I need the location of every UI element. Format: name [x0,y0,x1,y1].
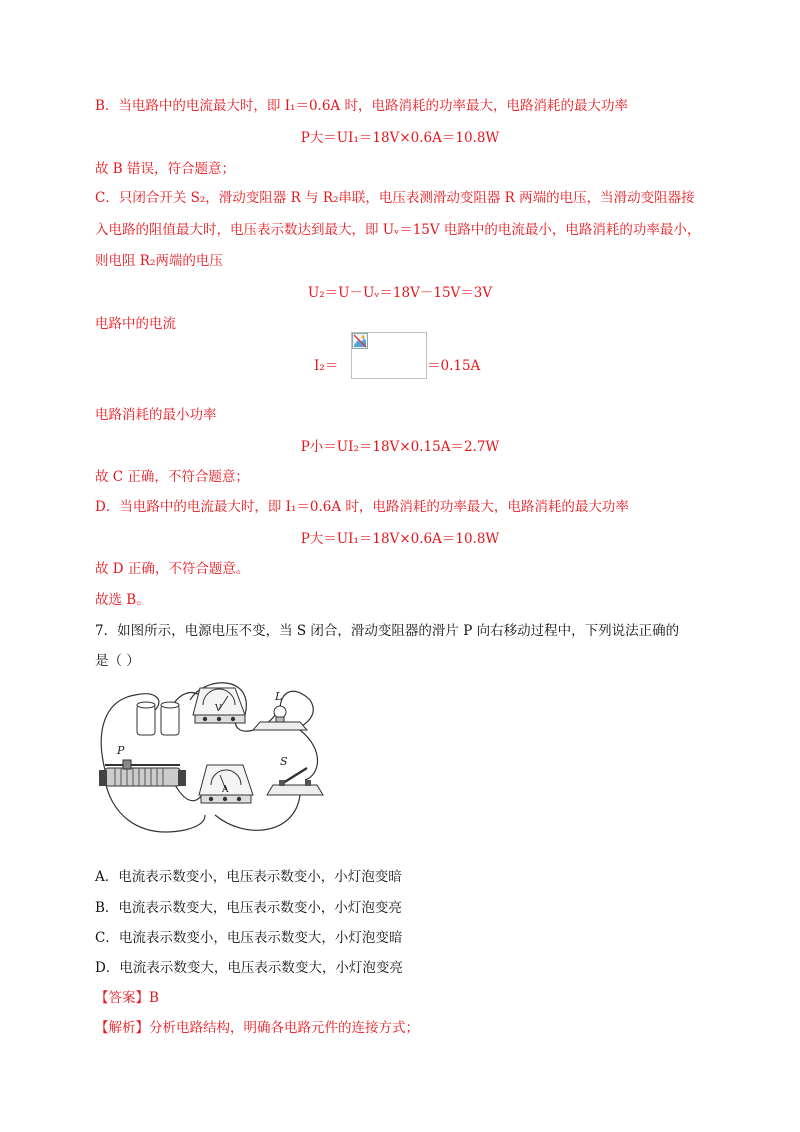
final-choice: 故选 B。 [95,592,150,608]
option-c-analysis-line2: 入电路的阻值最大时，电压表示数达到最大，即 Uᵥ＝15V 电路中的电流最小，电路消耗的功率最小， [95,222,701,238]
option-d-analysis: D．当电路中的电流最大时，即 I₁＝0.6A 时，电路消耗的功率最大，电路消耗的最大功率 [95,499,629,515]
option-d-conclusion: 故 D 正确，不符合题意。 [95,561,250,577]
broken-image-icon [352,333,368,349]
option-c[interactable]: C．电流表示数变小，电压表示数变大，小灯泡变暗 [95,930,403,946]
circuit-diagram [95,670,335,850]
current-label: 电路中的电流 [95,316,176,332]
equation-max-power-b: P大＝UI₁＝18V×0.6A＝10.8W [300,130,500,146]
ammeter-label: A [222,785,229,795]
option-b[interactable]: B．电流表示数变大，电压表示数变小，小灯泡变亮 [95,900,402,916]
lamp-label: L [275,690,283,703]
rheostat-icon [99,760,186,786]
voltmeter-label: V [215,704,222,714]
fraction-lhs: I₂＝ [314,358,339,374]
ammeter-icon [199,765,253,803]
option-b-analysis: B．当电路中的电流最大时，即 I₁＝0.6A 时，电路消耗的功率最大，电路消耗的最大功率 [95,98,628,114]
question-stem-line2: 是（ ） [95,653,140,669]
option-c-analysis-line3: 则电阻 R₂两端的电压 [95,253,223,269]
slider-label: P [117,744,125,757]
option-d[interactable]: D．电流表示数变大，电压表示数变大，小灯泡变亮 [95,960,403,976]
option-c-analysis-line1: C．只闭合开关 S₂，滑动变阻器 R 与 R₂串联，电压表测滑动变阻器 R 两端的电压，当滑动变阻器接 [95,190,695,206]
analysis-label: 【解析】分析电路结构，明确各电路元件的连接方式； [95,1020,419,1036]
question-stem-line1: 7．如图所示，电源电压不变，当 S 闭合，滑动变阻器的滑片 P 向右移动过程中，下列说法正确的 [95,623,680,639]
lamp-icon [253,706,307,730]
equation-min-power: P小＝UI₂＝18V×0.15A＝2.7W [300,439,500,455]
equation-max-power-d: P大＝UI₁＝18V×0.6A＝10.8W [300,531,500,547]
answer-label: 【答案】B [95,990,159,1006]
fraction-rhs: ＝0.15A [427,358,481,374]
option-c-conclusion: 故 C 正确，不符合题意； [95,469,249,485]
option-b-conclusion: 故 B 错误，符合题意； [95,161,236,177]
option-a[interactable]: A．电流表示数变小，电压表示数变小，小灯泡变暗 [95,869,402,885]
switch-label: S [280,755,288,768]
equation-voltage-r2: U₂＝U－Uᵥ＝18V－15V＝3V [307,285,493,301]
min-power-label: 电路消耗的最小功率 [95,407,217,423]
